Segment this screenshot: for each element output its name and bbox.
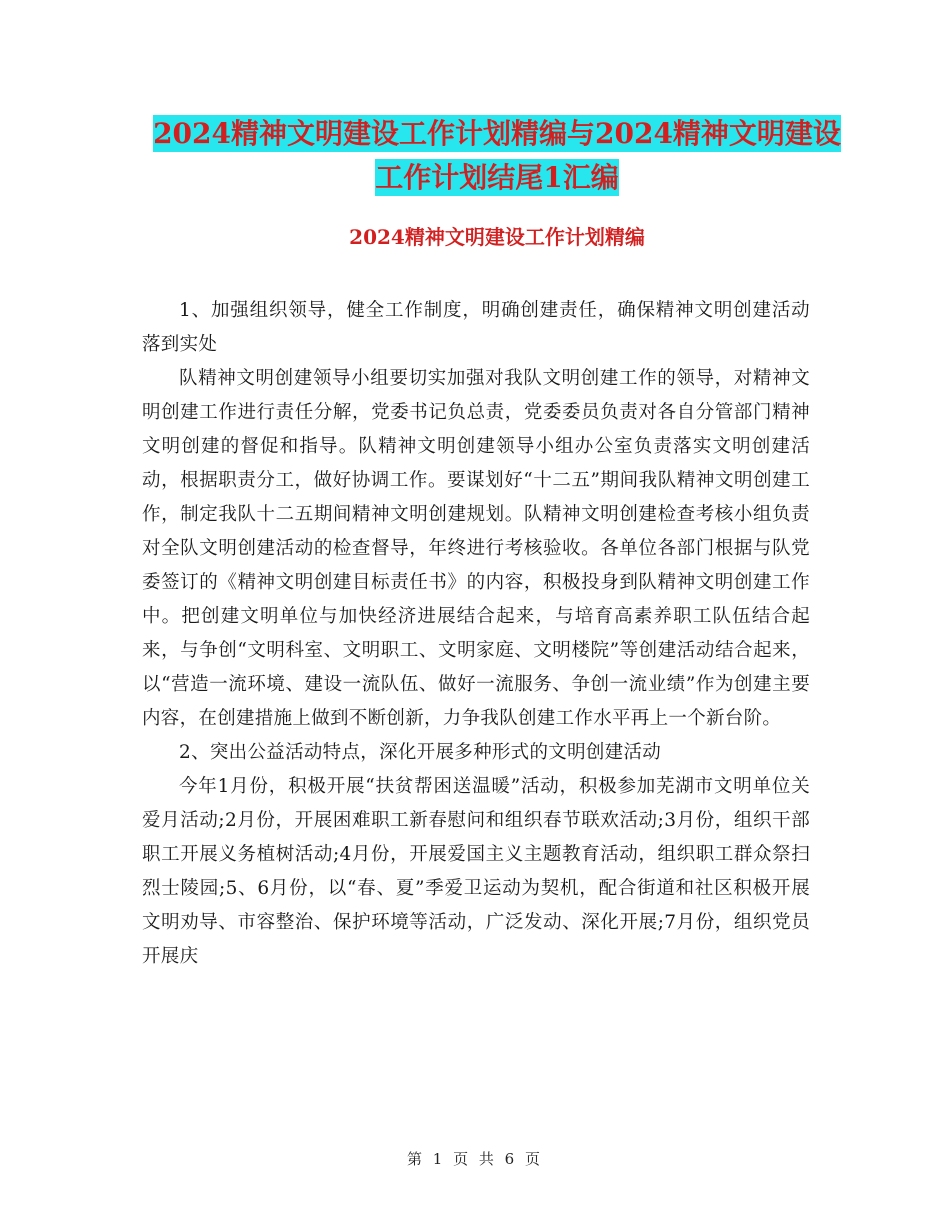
paragraph: 2、突出公益活动特点，深化开展多种形式的文明创建活动 [179,742,662,763]
paragraph: 今年1月份，积极开展“扶贫帮困送温暖”活动，积极参加芜湖市文明单位关爱月活动;2月份，开展困难职工新春慰问和组织春节联欢活动;3月份，组织干部职工开展义务植树活动;4月份，开展爱国主义主题教育活动，组织职工群众祭扫烈士陵园;5、6月份，以“春、夏”季爱卫运动为契机，配合街道和社区积极开展文明劝导、市容整治、保护环境等活动，广泛发动、深化开展;7月份，组织党员开展庆 [142,776,810,967]
document-title-text: 2024精神文明建设工作计划精编与2024精神文明建设工作计划结尾1汇编 [153,117,841,194]
page-number-footer: 第 1 页 共 6 页 [407,1150,543,1168]
document-title [140,112,854,200]
section-title: 2024精神文明建设工作计划精编 [349,225,645,249]
paragraph: 1、加强组织领导，健全工作制度，明确创建责任，确保精神文明创建活动落到实处 [142,300,810,355]
document-body [142,294,810,974]
paragraph: 队精神文明创建领导小组要切实加强对我队文明创建工作的领导，对精神文明创建工作进行责任分解，党委书记负总责，党委委员负责对各自分管部门精神文明创建的督促和指导。队精神文明创建领导小组办公室负责落实文明创建活动，根据职责分工，做好协调工作。要谋划好“十二五”期间我队精神文明创建工作，制定我队十二五期间精神文明创建规划。队精神文明创建检查考核小组负责对全队文明创建活动的检查督导，年终进行考核验收。各单位各部门根据与队党委签订的《精神文明创建目标责任书》的内容，积极投身到队精神文明创建工作中。把创建文明单位与加快经济进展结合起来，与培育高素养职工队伍结合起来，与争创“文明科室、文明职工、文明家庭、文明楼院”等创建活动结合起来，以“营造一流环境、建设一流队伍、做好一流服务、争创一流业绩”作为创建主要内容，在创建措施上做到不断创新，力争我队创建工作水平再上一个新台阶。 [142,368,810,729]
